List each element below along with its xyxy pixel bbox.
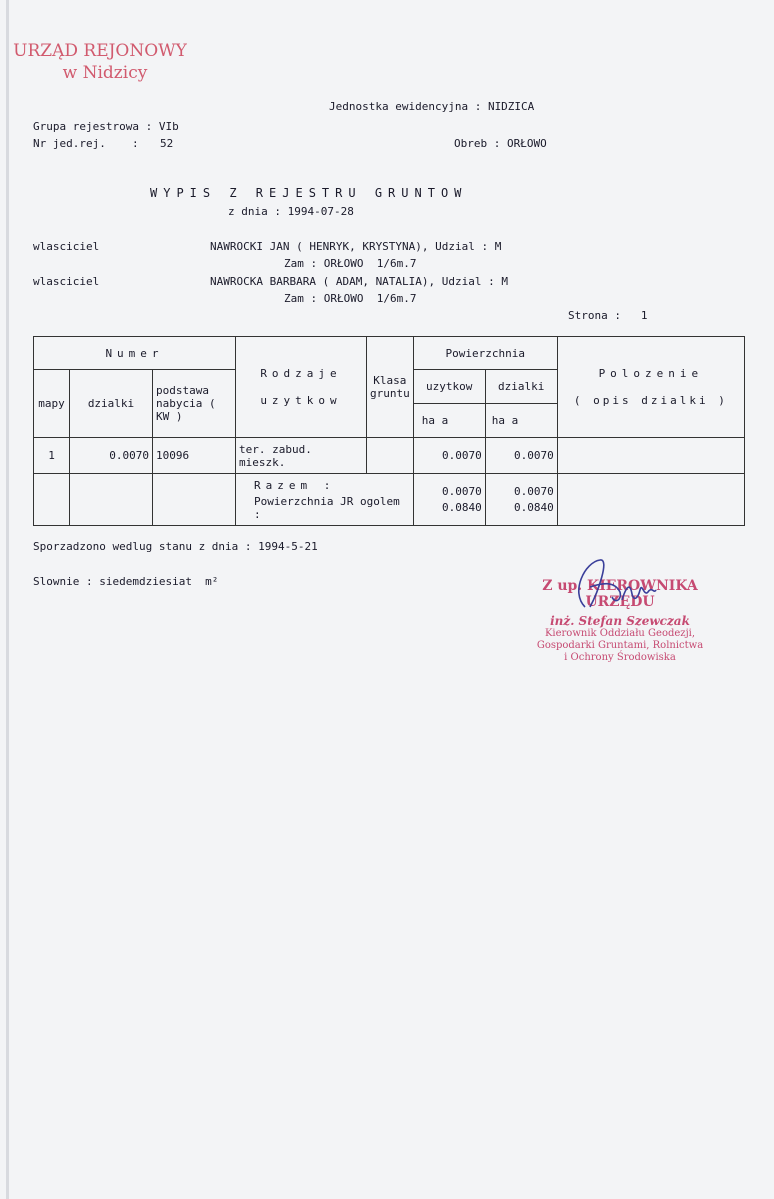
stamp-sign-line1: Z up. KIEROWNIKA URZĘDU	[542, 578, 698, 610]
unit-label: Jednostka ewidencyjna : NIDZICA	[329, 100, 535, 113]
land-register-table	[33, 336, 745, 526]
jr-label: Powierzchnia JR ogolem :	[254, 494, 400, 521]
nr-label: Nr jed.rej.	[33, 137, 106, 150]
header-polozenie-line1: Polozenie	[598, 367, 704, 380]
header-polozenie	[557, 337, 744, 438]
total-empty-cell	[34, 474, 70, 526]
header-ha-a: ha a	[485, 404, 557, 438]
cell-podstawa: 10096	[153, 438, 236, 474]
header-mapy: mapy	[34, 370, 70, 438]
cell-rodzaje: ter. zabud. mieszk.	[236, 438, 367, 474]
header-klasa: Klasa gruntu	[367, 337, 414, 438]
owner-label: wlasciciel	[33, 240, 100, 253]
cell-mapy: 1	[34, 438, 70, 474]
stamp-sign-line2: inż. Stefan Szewczak	[550, 614, 690, 628]
owner-name: NAWROCKA BARBARA ( ADAM, NATALIA), Udzial : M	[210, 275, 509, 288]
header-dzialki: dzialki	[70, 370, 153, 438]
owner-label: wlasciciel	[33, 275, 100, 288]
nr-value: 52	[160, 137, 174, 150]
cell-uzytkow: 0.0070	[413, 438, 485, 474]
header-podstawa: podstawa nabycia ( KW )	[153, 370, 236, 438]
total-empty-cell	[557, 474, 744, 526]
header-numer: Numer	[34, 337, 236, 370]
document-date: z dnia : 1994-07-28	[228, 205, 354, 218]
cell-dzialki: 0.0070	[70, 438, 153, 474]
stamp-sign-line3: Kierownik Oddziału Geodezji,	[544, 628, 696, 639]
page-edge	[6, 0, 9, 1199]
office-stamp-line2: w Nidzicy	[62, 63, 148, 83]
razem-uzytkow: 0.0070	[441, 485, 482, 498]
header-rodzaje	[236, 337, 367, 438]
group-label: Grupa rejestrowa : VIb	[33, 120, 179, 133]
office-stamp-line1: URZĄD REJONOWY	[13, 41, 187, 61]
state-date-note: Sporzadzono wedlug stanu z dnia : 1994-5-21	[33, 540, 318, 553]
cell-klasa	[367, 438, 414, 474]
obreb-label: Obreb : ORŁOWO	[454, 137, 547, 150]
owner-address: Zam : ORŁOWO 1/6m.7	[284, 257, 417, 270]
jr-uzytkow: 0.0840	[441, 501, 482, 514]
nr-colon: :	[132, 137, 139, 150]
total-empty-cell	[153, 474, 236, 526]
header-rodzaje-line1: Rodzaje	[260, 367, 342, 380]
total-empty-cell	[70, 474, 153, 526]
cell-polozenie	[557, 438, 744, 474]
owner-name: NAWROCKI JAN ( HENRYK, KRYSTYNA), Udzial : M	[210, 240, 502, 253]
page-number: Strona : 1	[568, 309, 648, 322]
header-opis: ( opis dzialki )	[573, 394, 728, 407]
razem-dzialki: 0.0070	[513, 485, 554, 498]
header-rodzaje-line2: uzytkow	[260, 394, 342, 407]
document-title: WYPIS Z REJESTRU GRUNTOW	[150, 186, 468, 200]
totals-label	[236, 474, 414, 526]
header-powierzchnia: Powierzchnia	[413, 337, 557, 370]
razem-label: Razem :	[254, 478, 336, 492]
stamp-sign-line4: Gospodarki Gruntami, Rolnictwa	[536, 640, 704, 651]
cell-dzialki-area: 0.0070	[485, 438, 557, 474]
totals-uzytkow	[413, 474, 485, 526]
jr-dzialki: 0.0840	[513, 501, 554, 514]
area-in-words: Slownie : siedemdziesiat m²	[33, 575, 219, 588]
header-ha-a: ha a	[413, 404, 485, 438]
header-dzialki-area: dzialki	[485, 370, 557, 404]
owner-address: Zam : ORŁOWO 1/6m.7	[284, 292, 417, 305]
stamp-sign-line5: i Ochrony Środowiska	[564, 652, 676, 663]
office-stamp	[10, 40, 190, 84]
handwritten-signature	[560, 552, 670, 622]
totals-dzialki	[485, 474, 557, 526]
header-uzytkow: uzytkow	[413, 370, 485, 404]
